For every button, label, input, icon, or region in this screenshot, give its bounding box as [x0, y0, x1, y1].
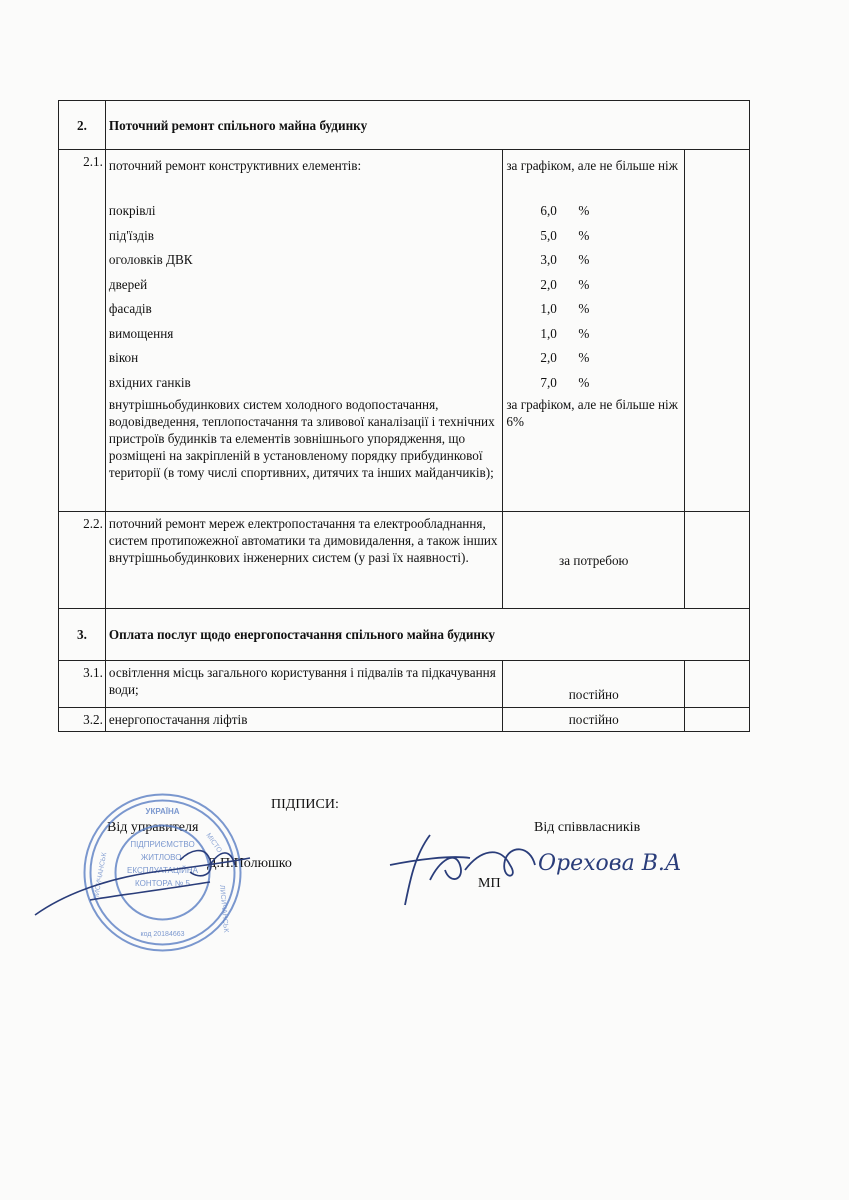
table-row — [59, 512, 750, 609]
list-item-label: під'їздів — [108, 227, 154, 243]
owners-label: Від співвласників — [534, 820, 641, 835]
list-item-label: покрівлі — [108, 203, 156, 218]
item-term: постійно — [503, 708, 685, 732]
section-title: Поточний ремонт спільного майна будинку — [105, 101, 749, 150]
percent-row: 5,0 % — [540, 227, 590, 243]
svg-text:КОНТОРА № 5: КОНТОРА № 5 — [135, 879, 190, 888]
item-term: постійно — [503, 661, 685, 708]
item-description — [105, 150, 502, 512]
signatures-heading: ПІДПИСИ: — [271, 797, 339, 812]
manager-label: Від управителя — [107, 820, 199, 835]
item-description: поточний ремонт мереж електропостачання та електрообладнання, систем протипожежної автоматики та димовидалення, а також інших внутрішньобудинкових інженерних систем (у разі їх наявності). — [105, 512, 502, 609]
item-intro: поточний ремонт конструктивних елементів: — [108, 158, 362, 173]
list-item-label: вимощення — [108, 325, 174, 341]
item-number: 2.2. — [59, 512, 106, 609]
item-number: 3.2. — [59, 708, 106, 732]
item-number: 2.1. — [59, 150, 106, 512]
seal-mark: МП — [478, 876, 501, 891]
systems-text: внутрішньобудинкових систем холодного водопостачання, водовідведення, теплопостачання та зливової каналізації і технічних пристроїв будинків та елементів зовнішнього упорядження, що розміщені на закріпленій в установленому порядку прибудинкової території (в тому числі спортивних, дитячих та інших майданчиків); — [108, 397, 495, 480]
svg-text:ЛИСИЧАНСЬК: ЛИСИЧАНСЬК — [93, 852, 109, 901]
table-row — [59, 150, 750, 512]
item-number: 3.1. — [59, 661, 106, 708]
section-number: 2. — [59, 101, 106, 150]
percent-row: 2,0 % — [540, 276, 590, 292]
svg-text:ЛИСИЧАНСЬК: ЛИСИЧАНСЬК — [218, 884, 230, 933]
table-row — [59, 708, 750, 732]
section-row — [59, 101, 750, 150]
list-item-label: вікон — [108, 350, 139, 365]
percent-row: 1,0 % — [540, 325, 590, 341]
empty-cell — [685, 150, 750, 512]
section-row — [59, 609, 750, 661]
services-table — [58, 100, 750, 732]
svg-text:ЖИТЛОВО-: ЖИТЛОВО- — [140, 853, 185, 862]
list-item-label: вхідних ганків — [108, 374, 191, 390]
owner-signature — [370, 820, 690, 910]
item-description: освітлення місць загального користування і підвалів та підкачування води; — [105, 661, 502, 708]
svg-text:ПІДПРИЄМСТВО: ПІДПРИЄМСТВО — [130, 840, 195, 849]
section-number: 3. — [59, 609, 106, 661]
percent-row: 2,0 % — [540, 350, 590, 365]
svg-text:МІСТО: МІСТО — [204, 832, 223, 855]
percent-row: 1,0 % — [540, 301, 590, 316]
item-term — [503, 150, 685, 512]
item-term: за потребою — [503, 512, 685, 609]
owner-handwritten-name: Орехова В.А — [538, 851, 682, 876]
list-item-label: оголовків ДВК — [108, 252, 193, 267]
list-item-label: фасадів — [108, 301, 152, 316]
empty-cell — [685, 661, 750, 708]
svg-text:УКРАЇНА: УКРАЇНА — [145, 807, 180, 816]
percent-row: 6,0 % — [540, 203, 590, 218]
manager-signature — [30, 820, 280, 930]
percent-row: 7,0 % — [540, 374, 590, 390]
manager-name: Д.П.Полюшко — [207, 856, 292, 871]
section-title: Оплата послуг щодо енергопостачання спільного майна будинку — [105, 609, 749, 661]
svg-text:код 20184663: код 20184663 — [140, 931, 185, 938]
term-text: за графіком, але не більше ніж — [506, 158, 678, 173]
list-item-label: дверей — [108, 276, 148, 292]
empty-cell — [685, 708, 750, 732]
svg-text:ЕКСПЛУАТАЦІЙНА: ЕКСПЛУАТАЦІЙНА — [127, 866, 198, 875]
percent-row: 3,0 % — [540, 252, 590, 267]
item-description: енергопостачання ліфтів — [105, 708, 502, 732]
systems-term: за графіком, але не більше ніж 6% — [506, 397, 678, 429]
empty-cell — [685, 512, 750, 609]
table-row — [59, 661, 750, 708]
